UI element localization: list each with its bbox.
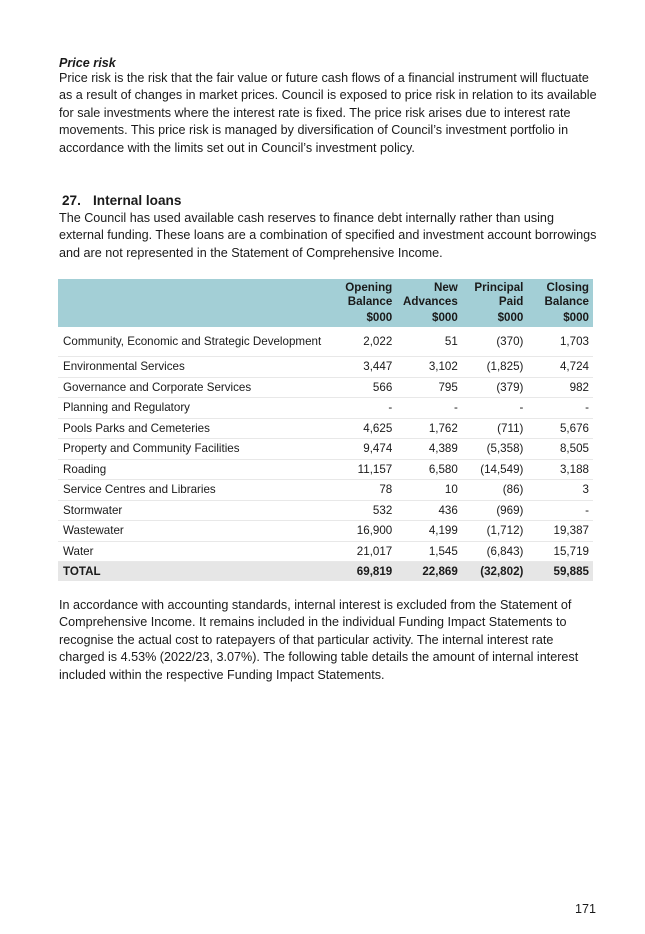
price-risk-section	[59, 56, 599, 157]
row-closing: -	[527, 500, 593, 521]
row-closing: 15,719	[527, 541, 593, 562]
table-row	[58, 521, 593, 542]
row-advances: 795	[396, 377, 462, 398]
row-opening: 11,157	[331, 459, 397, 480]
row-closing: 1,703	[527, 327, 593, 357]
row-paid: (14,549)	[462, 459, 528, 480]
row-paid: (5,358)	[462, 439, 528, 460]
header-blank	[58, 279, 331, 309]
row-name: Community, Economic and Strategic Development	[58, 327, 331, 357]
row-closing: 982	[527, 377, 593, 398]
row-closing: 4,724	[527, 357, 593, 378]
row-closing: 19,387	[527, 521, 593, 542]
row-closing: 3,188	[527, 459, 593, 480]
row-opening: 9,474	[331, 439, 397, 460]
total-label: TOTAL	[58, 562, 331, 582]
total-paid: (32,802)	[462, 562, 528, 582]
table-row	[58, 480, 593, 501]
row-paid: (1,825)	[462, 357, 528, 378]
table-row	[58, 418, 593, 439]
row-name: Service Centres and Libraries	[58, 480, 331, 501]
row-opening: -	[331, 398, 397, 419]
row-opening: 2,022	[331, 327, 397, 357]
row-opening: 16,900	[331, 521, 397, 542]
row-opening: 4,625	[331, 418, 397, 439]
total-advances: 22,869	[396, 562, 462, 582]
row-paid: (6,843)	[462, 541, 528, 562]
price-risk-paragraph: Price risk is the risk that the fair value or future cash flows of a financial instrument will fluctuate as a result of changes in market prices. Council is exposed to price risk in relation to its available for sale investments where the interest rate is fixed. The price risk arises due to interest rate movements. This price risk is managed by diversification of Council’s investment portfolio in accordance with the limits set out in Council’s investment policy.	[59, 71, 597, 155]
table-row	[58, 327, 593, 357]
header-closing-balance: Closing Balance	[527, 279, 593, 309]
header-opening-balance: Opening Balance	[331, 279, 397, 309]
row-paid: (711)	[462, 418, 528, 439]
total-closing: 59,885	[527, 562, 593, 582]
units-blank	[58, 309, 331, 327]
row-opening: 3,447	[331, 357, 397, 378]
table-row	[58, 500, 593, 521]
table-row	[58, 541, 593, 562]
row-paid: (86)	[462, 480, 528, 501]
row-paid: (969)	[462, 500, 528, 521]
units-label: $000	[527, 309, 593, 327]
table-row	[58, 377, 593, 398]
table-header-row	[58, 279, 593, 309]
units-label: $000	[396, 309, 462, 327]
table-units-row	[58, 309, 593, 327]
row-closing: -	[527, 398, 593, 419]
header-new-advances: New Advances	[396, 279, 462, 309]
row-opening: 78	[331, 480, 397, 501]
row-paid: -	[462, 398, 528, 419]
table-row	[58, 459, 593, 480]
row-name: Governance and Corporate Services	[58, 377, 331, 398]
row-name: Roading	[58, 459, 331, 480]
section-heading	[59, 193, 599, 208]
row-paid: (370)	[462, 327, 528, 357]
row-advances: 6,580	[396, 459, 462, 480]
row-closing: 8,505	[527, 439, 593, 460]
row-paid: (1,712)	[462, 521, 528, 542]
row-name: Property and Community Facilities	[58, 439, 331, 460]
table-row	[58, 357, 593, 378]
internal-loans-intro: The Council has used available cash reserves to finance debt internally rather than using external funding. These loans are a combination of specified and investment account borrowings and are not represented in the Statement of Comprehensive Income.	[59, 211, 597, 260]
row-paid: (379)	[462, 377, 528, 398]
header-principal-paid: Principal Paid	[462, 279, 528, 309]
units-label: $000	[331, 309, 397, 327]
row-name: Pools Parks and Cemeteries	[58, 418, 331, 439]
row-name: Planning and Regulatory	[58, 398, 331, 419]
row-opening: 21,017	[331, 541, 397, 562]
row-advances: 3,102	[396, 357, 462, 378]
section-title: Internal loans	[93, 193, 182, 208]
row-closing: 3	[527, 480, 593, 501]
row-name: Stormwater	[58, 500, 331, 521]
price-risk-heading: Price risk	[59, 56, 116, 70]
section-number: 27.	[62, 193, 81, 208]
row-advances: 4,389	[396, 439, 462, 460]
total-opening: 69,819	[331, 562, 397, 582]
units-label: $000	[462, 309, 528, 327]
row-name: Wastewater	[58, 521, 331, 542]
row-advances: 51	[396, 327, 462, 357]
row-advances: 1,545	[396, 541, 462, 562]
table-total-row	[58, 562, 593, 582]
row-advances: 4,199	[396, 521, 462, 542]
row-advances: -	[396, 398, 462, 419]
table-row	[58, 398, 593, 419]
internal-loans-table	[58, 279, 593, 581]
row-advances: 436	[396, 500, 462, 521]
row-name: Water	[58, 541, 331, 562]
row-opening: 566	[331, 377, 397, 398]
page-number: 171	[575, 902, 597, 916]
row-closing: 5,676	[527, 418, 593, 439]
row-name: Environmental Services	[58, 357, 331, 378]
row-advances: 1,762	[396, 418, 462, 439]
internal-loans-section	[59, 193, 599, 262]
internal-interest-paragraph: In accordance with accounting standards, internal interest is excluded from the Statement of Comprehensive Income. It remains included in the individual Funding Impact Statements to recognise the actual cost to ratepayers of that particular activity. The internal interest rate charged is 4.53% (2022/23, 3.07%). The following table details the amount of internal interest included within the respective Funding Impact Statements.	[59, 598, 579, 682]
closing-section	[59, 597, 599, 684]
table-row	[58, 439, 593, 460]
row-advances: 10	[396, 480, 462, 501]
row-opening: 532	[331, 500, 397, 521]
